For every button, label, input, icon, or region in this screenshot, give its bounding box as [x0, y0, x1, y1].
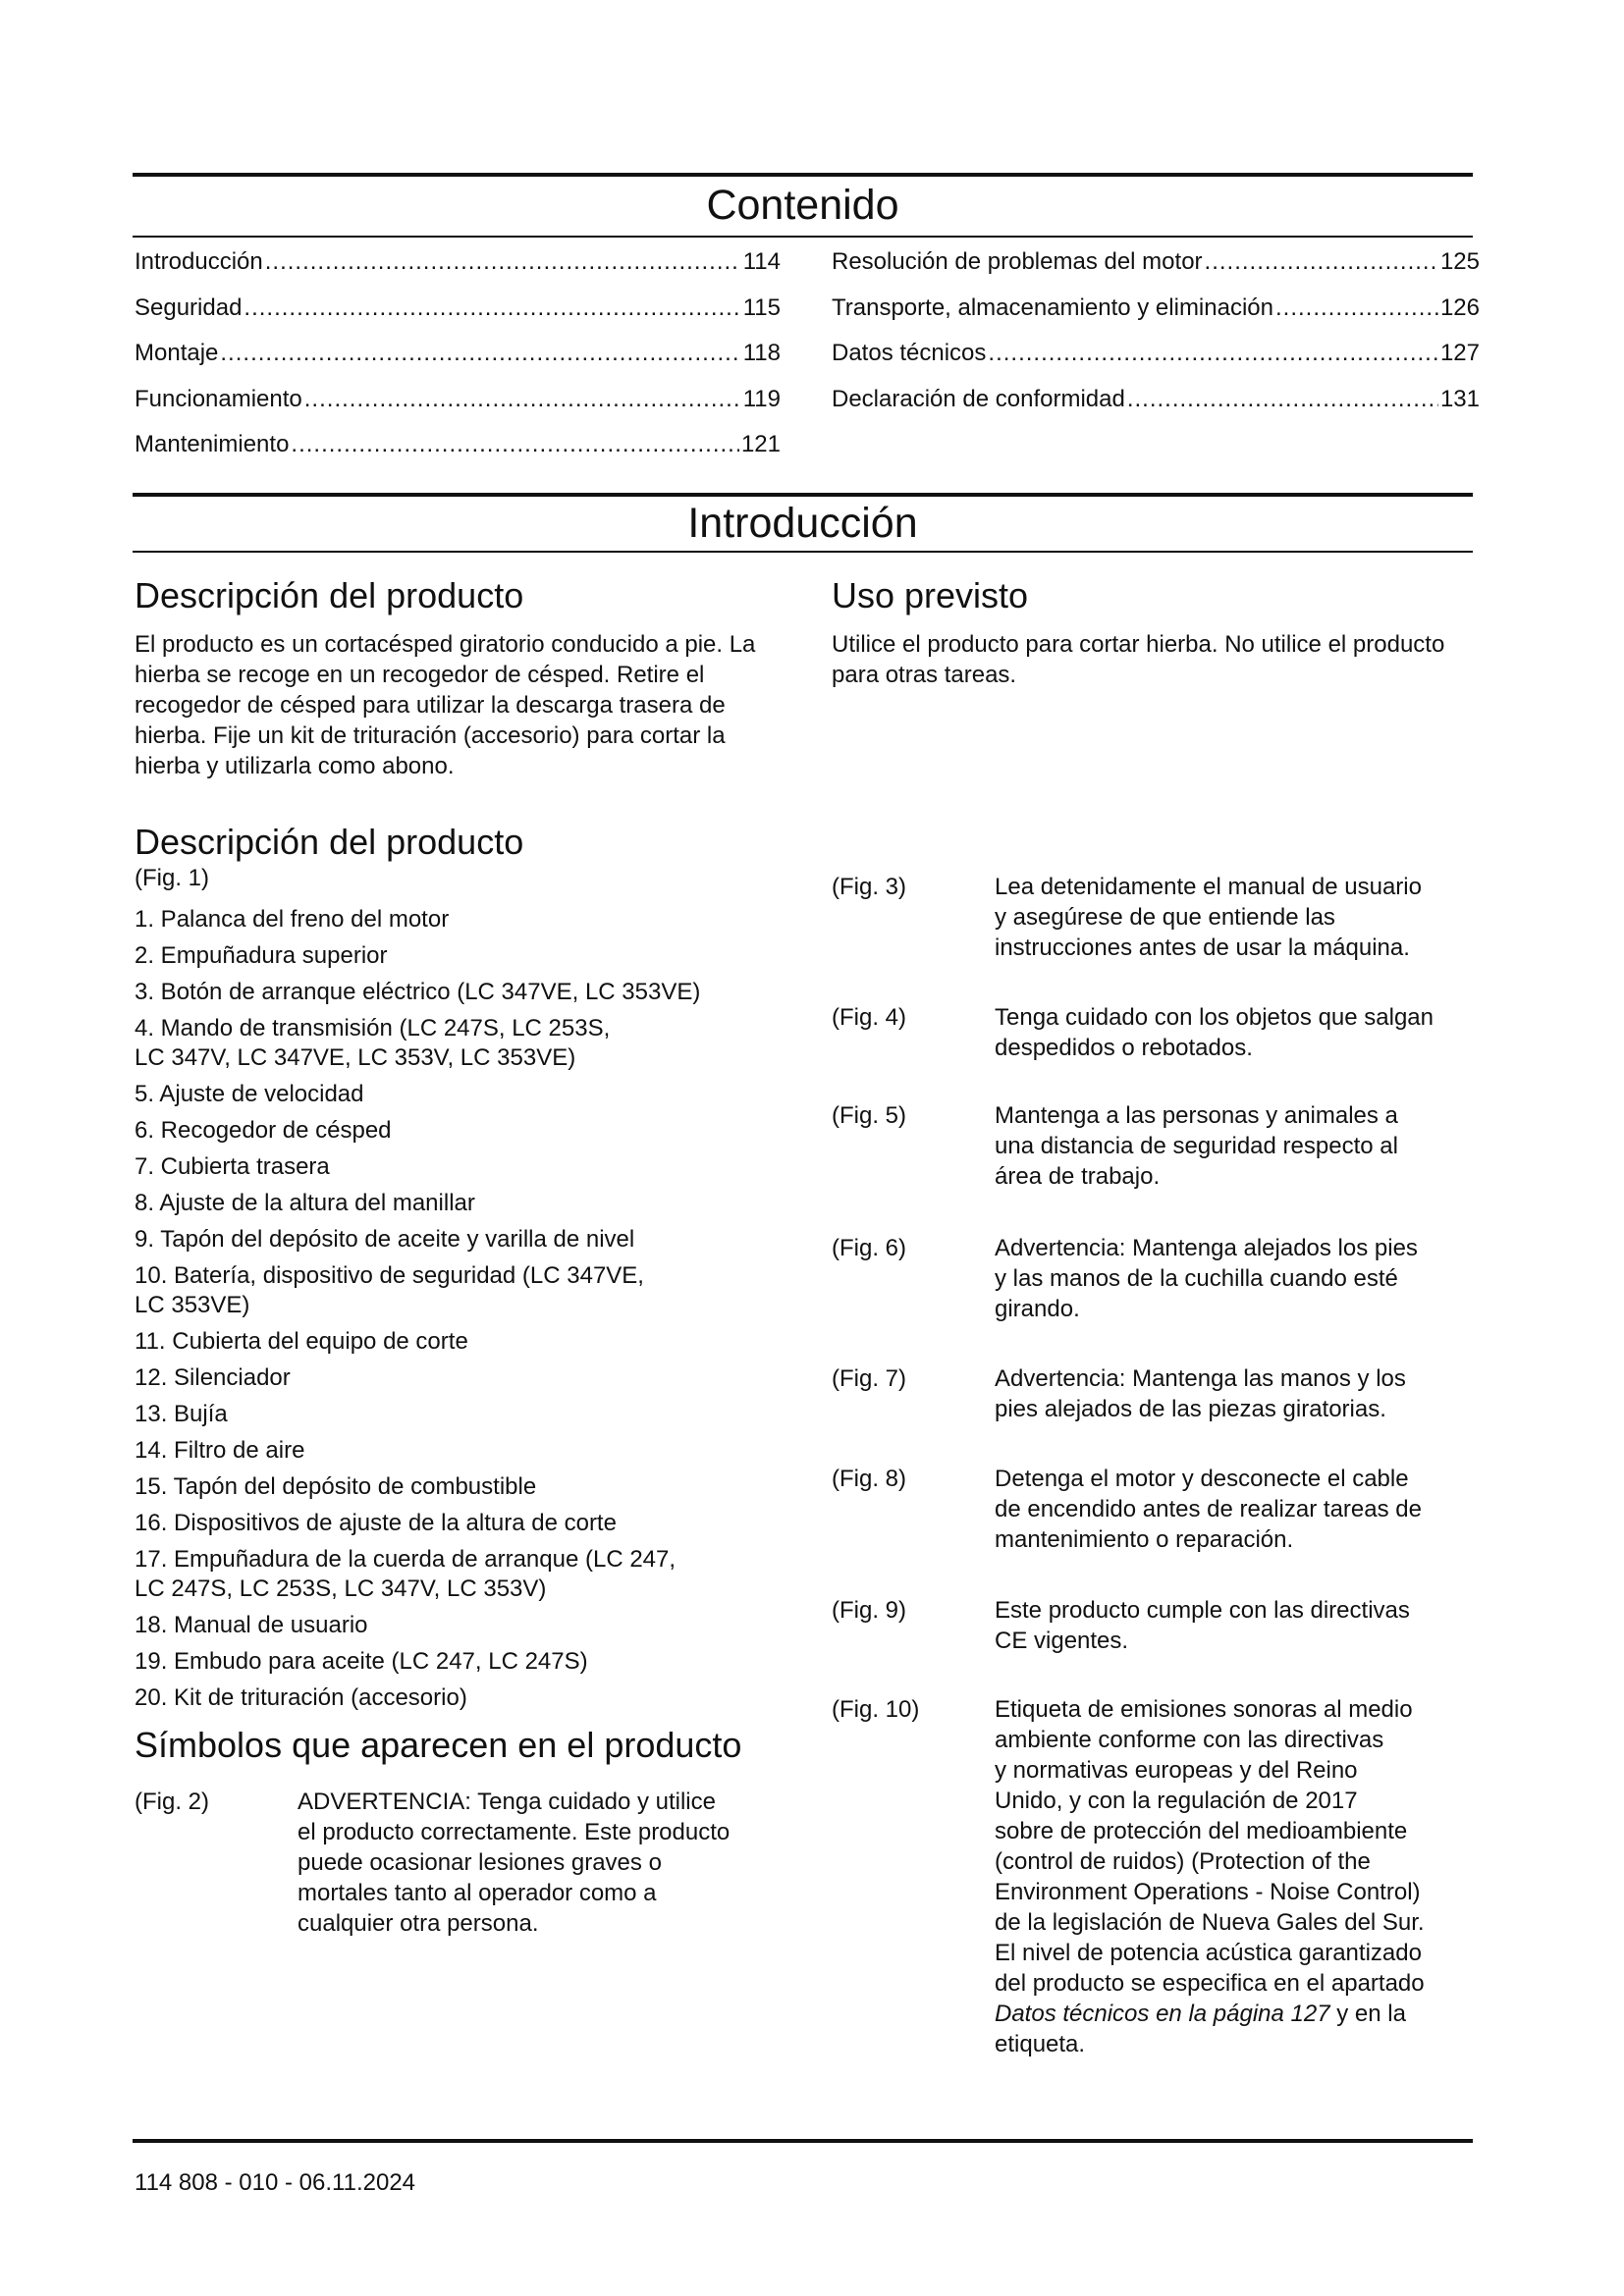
toc-entry[interactable] — [135, 247, 781, 294]
symbol-description: Detenga el motor y desconecte el cable de encendido antes de realizar tareas de mantenimiento o reparación. — [995, 1466, 1422, 1553]
toc-entry-page: 126 — [1439, 294, 1480, 321]
top-rule — [133, 173, 1473, 177]
list-item: 2. Empuñadura superior — [135, 942, 388, 969]
list-item: 9. Tapón del depósito de aceite y varilla de nivel — [135, 1226, 635, 1253]
list-item: 16. Dispositivos de ajuste de la altura de corte — [135, 1510, 617, 1536]
symbol-entry — [832, 1464, 1480, 1555]
toc-entry-title: Transporte, almacenamiento y eliminación — [832, 294, 1273, 321]
toc-leader-dots — [988, 339, 1438, 368]
toc-left-column — [135, 247, 781, 476]
symbol-fig-ref: (Fig. 6) — [832, 1235, 907, 1261]
symbol-fig-ref: (Fig. 8) — [832, 1466, 907, 1492]
toc-entry-page: 119 — [742, 385, 781, 412]
list-item: 4. Mando de transmisión (LC 247S, LC 253S, LC 347V, LC 347VE, LC 353V, LC 353VE) — [135, 1015, 611, 1071]
intended-use-heading: Uso previsto — [832, 575, 1029, 615]
toc-leader-dots — [291, 430, 739, 459]
product-description-heading: Descripción del producto — [135, 575, 524, 615]
list-item: 7. Cubierta trasera — [135, 1153, 330, 1180]
toc-leader-dots — [1205, 247, 1438, 277]
symbol-description: Tenga cuidado con los objetos que salgan despedidos o rebotados. — [995, 1004, 1434, 1061]
intended-use-text: Utilice el producto para cortar hierba. No utilice el producto para otras tareas. — [832, 631, 1445, 688]
toc-entry[interactable] — [832, 247, 1480, 294]
toc-entry-page: 121 — [740, 431, 781, 457]
symbol-entry — [832, 1363, 1480, 1424]
toc-entry-page: 118 — [742, 340, 781, 366]
symbol-description: ADVERTENCIA: Tenga cuidado y utilice el producto correctamente. Este producto puede ocasionar lesiones graves o mortales tanto al operador como a cualquier otra persona. — [298, 1789, 731, 1937]
toc-entry[interactable] — [832, 385, 1480, 431]
intro-title: Introducción — [687, 500, 918, 547]
parts-heading: Descripción del producto — [135, 822, 524, 862]
list-item: 5. Ajuste de velocidad — [135, 1081, 364, 1107]
symbol-entry — [832, 1100, 1480, 1192]
toc-entry-page: 115 — [742, 294, 781, 321]
toc-entry-page: 127 — [1439, 340, 1480, 366]
toc-entry-title: Resolución de problemas del motor — [832, 248, 1203, 275]
product-description-text: El producto es un cortacésped giratorio conducido a pie. La hierba se recoge en un recogedor de césped. Retire el recogedor de césped para utilizar la descarga trasera de hierba. Fije un kit de trituración (accesorio) para cortar la hierba y utilizarla como abono. — [135, 631, 756, 779]
parts-list — [135, 905, 783, 1720]
list-item: 20. Kit de trituración (accesorio) — [135, 1684, 467, 1711]
toc-entry[interactable] — [135, 294, 781, 340]
symbol-description: Mantenga a las personas y animales a una distancia de seguridad respecto al área de trabajo. — [995, 1102, 1398, 1190]
symbol-entry — [832, 1595, 1480, 1656]
footer-doc-id: 114 808 - 010 - 06.11.2024 — [135, 2169, 416, 2196]
toc-leader-dots — [1127, 385, 1438, 414]
toc-entry[interactable] — [832, 294, 1480, 340]
list-item: 6. Recogedor de césped — [135, 1117, 392, 1144]
list-item: 12. Silenciador — [135, 1364, 291, 1391]
toc-entry-title: Datos técnicos — [832, 340, 987, 366]
toc-entry-title: Funcionamiento — [135, 385, 302, 412]
toc-title: Contenido — [706, 182, 899, 229]
symbol-entry-fig10 — [832, 1694, 1480, 2059]
symbol-fig-ref: (Fig. 4) — [832, 1004, 907, 1031]
toc-leader-dots — [1275, 294, 1438, 323]
toc-entry-page: 131 — [1439, 385, 1480, 412]
symbol-description: Advertencia: Mantenga las manos y los pies alejados de las piezas giratorias. — [995, 1365, 1406, 1422]
left-column — [135, 574, 783, 1939]
symbol-entry — [832, 1002, 1480, 1063]
symbol-fig-ref: (Fig. 10) — [832, 1696, 920, 1723]
symbol-fig-ref: (Fig. 5) — [832, 1102, 907, 1129]
list-item: 18. Manual de usuario — [135, 1612, 368, 1638]
parts-fig-ref: (Fig. 1) — [135, 865, 210, 891]
toc-right-column — [832, 247, 1480, 430]
symbol-fig-ref: (Fig. 7) — [832, 1365, 907, 1392]
intro-top-rule — [133, 493, 1473, 497]
symbol-fig-ref: (Fig. 3) — [832, 874, 907, 900]
symbols-heading: Símbolos que aparecen en el producto — [135, 1725, 742, 1765]
list-item: 14. Filtro de aire — [135, 1437, 305, 1464]
toc-entry-title: Declaración de conformidad — [832, 385, 1125, 412]
list-item: 3. Botón de arranque eléctrico (LC 347VE, LC 353VE) — [135, 979, 701, 1005]
list-item: 11. Cubierta del equipo de corte — [135, 1328, 468, 1355]
toc-entry-title: Mantenimiento — [135, 431, 290, 457]
toc-entry-page: 114 — [742, 248, 781, 275]
fig10-text-after: y en la etiqueta. — [995, 2001, 1406, 2057]
toc-entry-title: Introducción — [135, 248, 263, 275]
symbol-description: Este producto cumple con las directivas CE vigentes. — [995, 1597, 1410, 1654]
toc-entry[interactable] — [832, 339, 1480, 385]
fig10-text-before: Etiqueta de emisiones sonoras al medio ambiente conforme con las directivas y normativas europeas y del Reino Unido, y con la regulación de 2017 sobre de protección del medioambiente (control de ruidos) (Protection of the Environment Operations - Noise Control) de la legislación de Nueva Gales del Sur. El nivel de potencia acústica garantizado del producto se especifica en el apartado — [995, 1696, 1425, 1997]
list-item: 1. Palanca del freno del motor — [135, 906, 450, 933]
symbol-entry — [832, 1233, 1480, 1324]
toc-leader-dots — [220, 339, 740, 368]
symbol-description — [995, 1694, 1480, 2059]
toc-entry[interactable] — [135, 430, 781, 476]
toc-leader-dots — [244, 294, 740, 323]
toc-entry[interactable] — [135, 339, 781, 385]
list-item: 19. Embudo para aceite (LC 247, LC 247S) — [135, 1648, 588, 1675]
symbol-description: Advertencia: Mantenga alejados los pies y las manos de la cuchilla cuando esté girando. — [995, 1235, 1418, 1322]
list-item: 15. Tapón del depósito de combustible — [135, 1473, 537, 1500]
datos-tecnicos-link[interactable]: Datos técnicos en la página 127 — [995, 2001, 1330, 2027]
intro-title-underline — [133, 551, 1473, 553]
footer-rule — [133, 2139, 1473, 2143]
symbol-fig-ref: (Fig. 2) — [135, 1789, 210, 1815]
right-column — [832, 574, 1480, 2057]
toc-entry-title: Montaje — [135, 340, 219, 366]
list-item: 8. Ajuste de la altura del manillar — [135, 1190, 475, 1216]
toc-entry-page: 125 — [1439, 248, 1480, 275]
list-item: 10. Batería, dispositivo de seguridad (LC 347VE, LC 353VE) — [135, 1262, 644, 1318]
list-item: 17. Empuñadura de la cuerda de arranque (LC 247, LC 247S, LC 253S, LC 347V, LC 353V) — [135, 1546, 677, 1602]
symbol-description: Lea detenidamente el manual de usuario y asegúrese de que entiende las instrucciones antes de usar la máquina. — [995, 874, 1422, 961]
toc-leader-dots — [304, 385, 741, 414]
symbol-fig-ref: (Fig. 9) — [832, 1597, 907, 1624]
list-item: 13. Bujía — [135, 1401, 228, 1427]
toc-leader-dots — [265, 247, 741, 277]
symbol-entry — [832, 872, 1480, 963]
toc-entry[interactable] — [135, 385, 781, 431]
toc-entry-title: Seguridad — [135, 294, 243, 321]
toc-title-underline — [133, 236, 1473, 238]
symbol-entry — [135, 1787, 783, 1939]
